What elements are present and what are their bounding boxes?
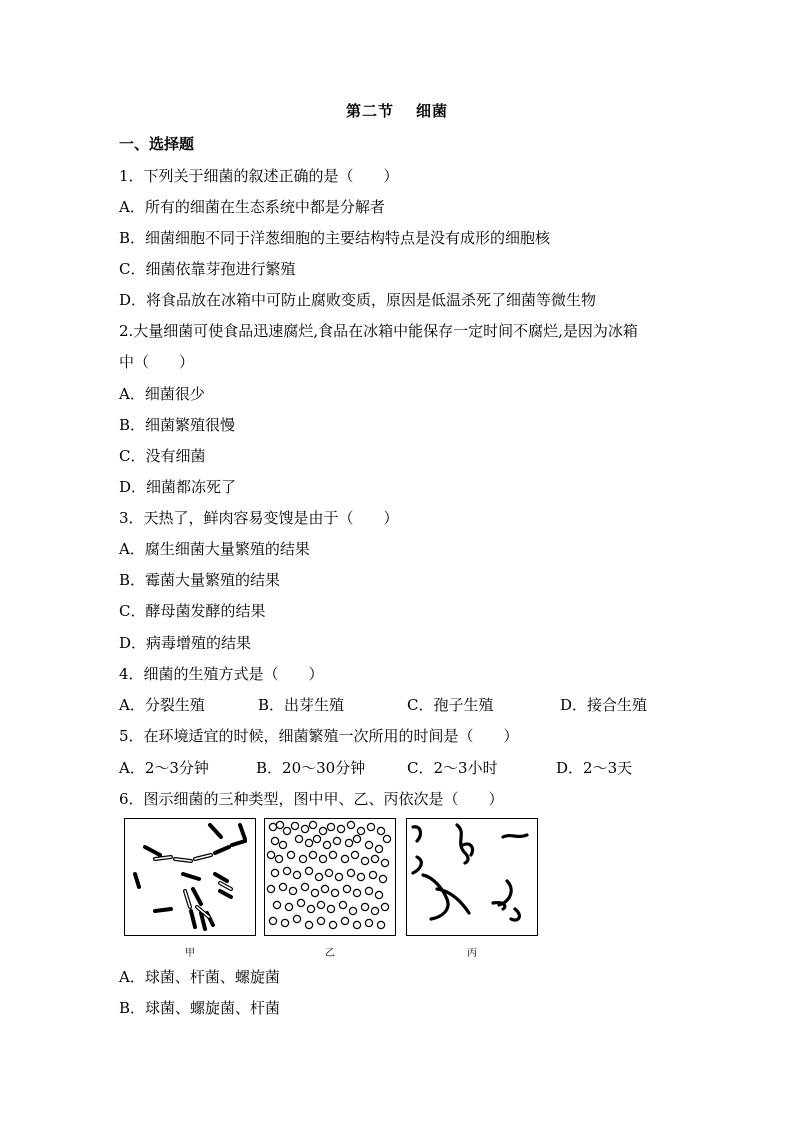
q1-option-a: A．所有的细菌在生态系统中都是分解者	[119, 198, 385, 216]
q4-option-d: D．接合生殖	[560, 696, 648, 714]
q5-option-c: C．2～3小时	[407, 759, 498, 777]
q5-option-a: A．2～3分钟	[119, 759, 209, 777]
q3-option-a: A．腐生细菌大量繁殖的结果	[119, 540, 310, 558]
q5-stem: 5．在环境适宜的时候，细菌繁殖一次所用的时间是（ ）	[119, 727, 519, 745]
q4-options	[119, 694, 679, 714]
q4-option-a: A．分裂生殖	[119, 696, 205, 714]
q1-option-d: D．将食品放在冰箱中可防止腐败变质，原因是低温杀死了细菌等微生物	[119, 291, 597, 309]
page-title	[0, 100, 794, 121]
q3-option-d: D．病毒增殖的结果	[119, 634, 252, 652]
title-topic: 细菌	[416, 102, 449, 120]
panel-bacilli	[124, 818, 256, 936]
q2-stem-line2: 中（ ）	[119, 353, 195, 371]
q5-options	[119, 757, 679, 777]
panel-cocci	[264, 818, 396, 936]
section-heading: 一、选择题	[119, 135, 195, 153]
q3-option-c: C．酵母菌发酵的结果	[119, 602, 266, 620]
caption-yi: 乙	[325, 948, 335, 959]
q1-option-c: C．细菌依靠芽孢进行繁殖	[119, 260, 296, 278]
caption-bing: 丙	[467, 948, 477, 959]
q6-option-a: A．球菌、杆菌、螺旋菌	[119, 968, 280, 986]
q2-option-b: B．细菌繁殖很慢	[119, 416, 236, 434]
q4-option-c: C．孢子生殖	[407, 696, 494, 714]
panel-spirilla	[406, 818, 538, 936]
title-section-number: 第二节	[345, 102, 394, 120]
q3-stem: 3．天热了，鲜肉容易变馊是由于（ ）	[119, 509, 399, 527]
q2-option-d: D．细菌都冻死了	[119, 478, 237, 496]
q2-option-a: A．细菌很少	[119, 385, 205, 403]
q4-stem: 4．细菌的生殖方式是（ ）	[119, 665, 324, 683]
caption-jia: 甲	[185, 948, 195, 959]
q5-option-d: D．2～3天	[556, 759, 633, 777]
q4-option-b: B．出芽生殖	[258, 696, 345, 714]
q1-stem: 1．下列关于细菌的叙述正确的是（ ）	[119, 167, 399, 185]
q5-option-b: B．20～30分钟	[256, 759, 366, 777]
q6-option-b: B．球菌、螺旋菌、杆菌	[119, 999, 281, 1017]
q6-stem: 6．图示细菌的三种类型，图中甲、乙、丙依次是（ ）	[119, 790, 504, 808]
q2-option-c: C．没有细菌	[119, 447, 206, 465]
q3-option-b: B．霉菌大量繁殖的结果	[119, 571, 281, 589]
q2-stem-line1: 2.大量细菌可使食品迅速腐烂,食品在冰箱中能保存一定时间不腐烂,是因为冰箱	[119, 322, 638, 340]
q1-option-b: B．细菌细胞不同于洋葱细胞的主要结构特点是没有成形的细胞核	[119, 229, 551, 247]
